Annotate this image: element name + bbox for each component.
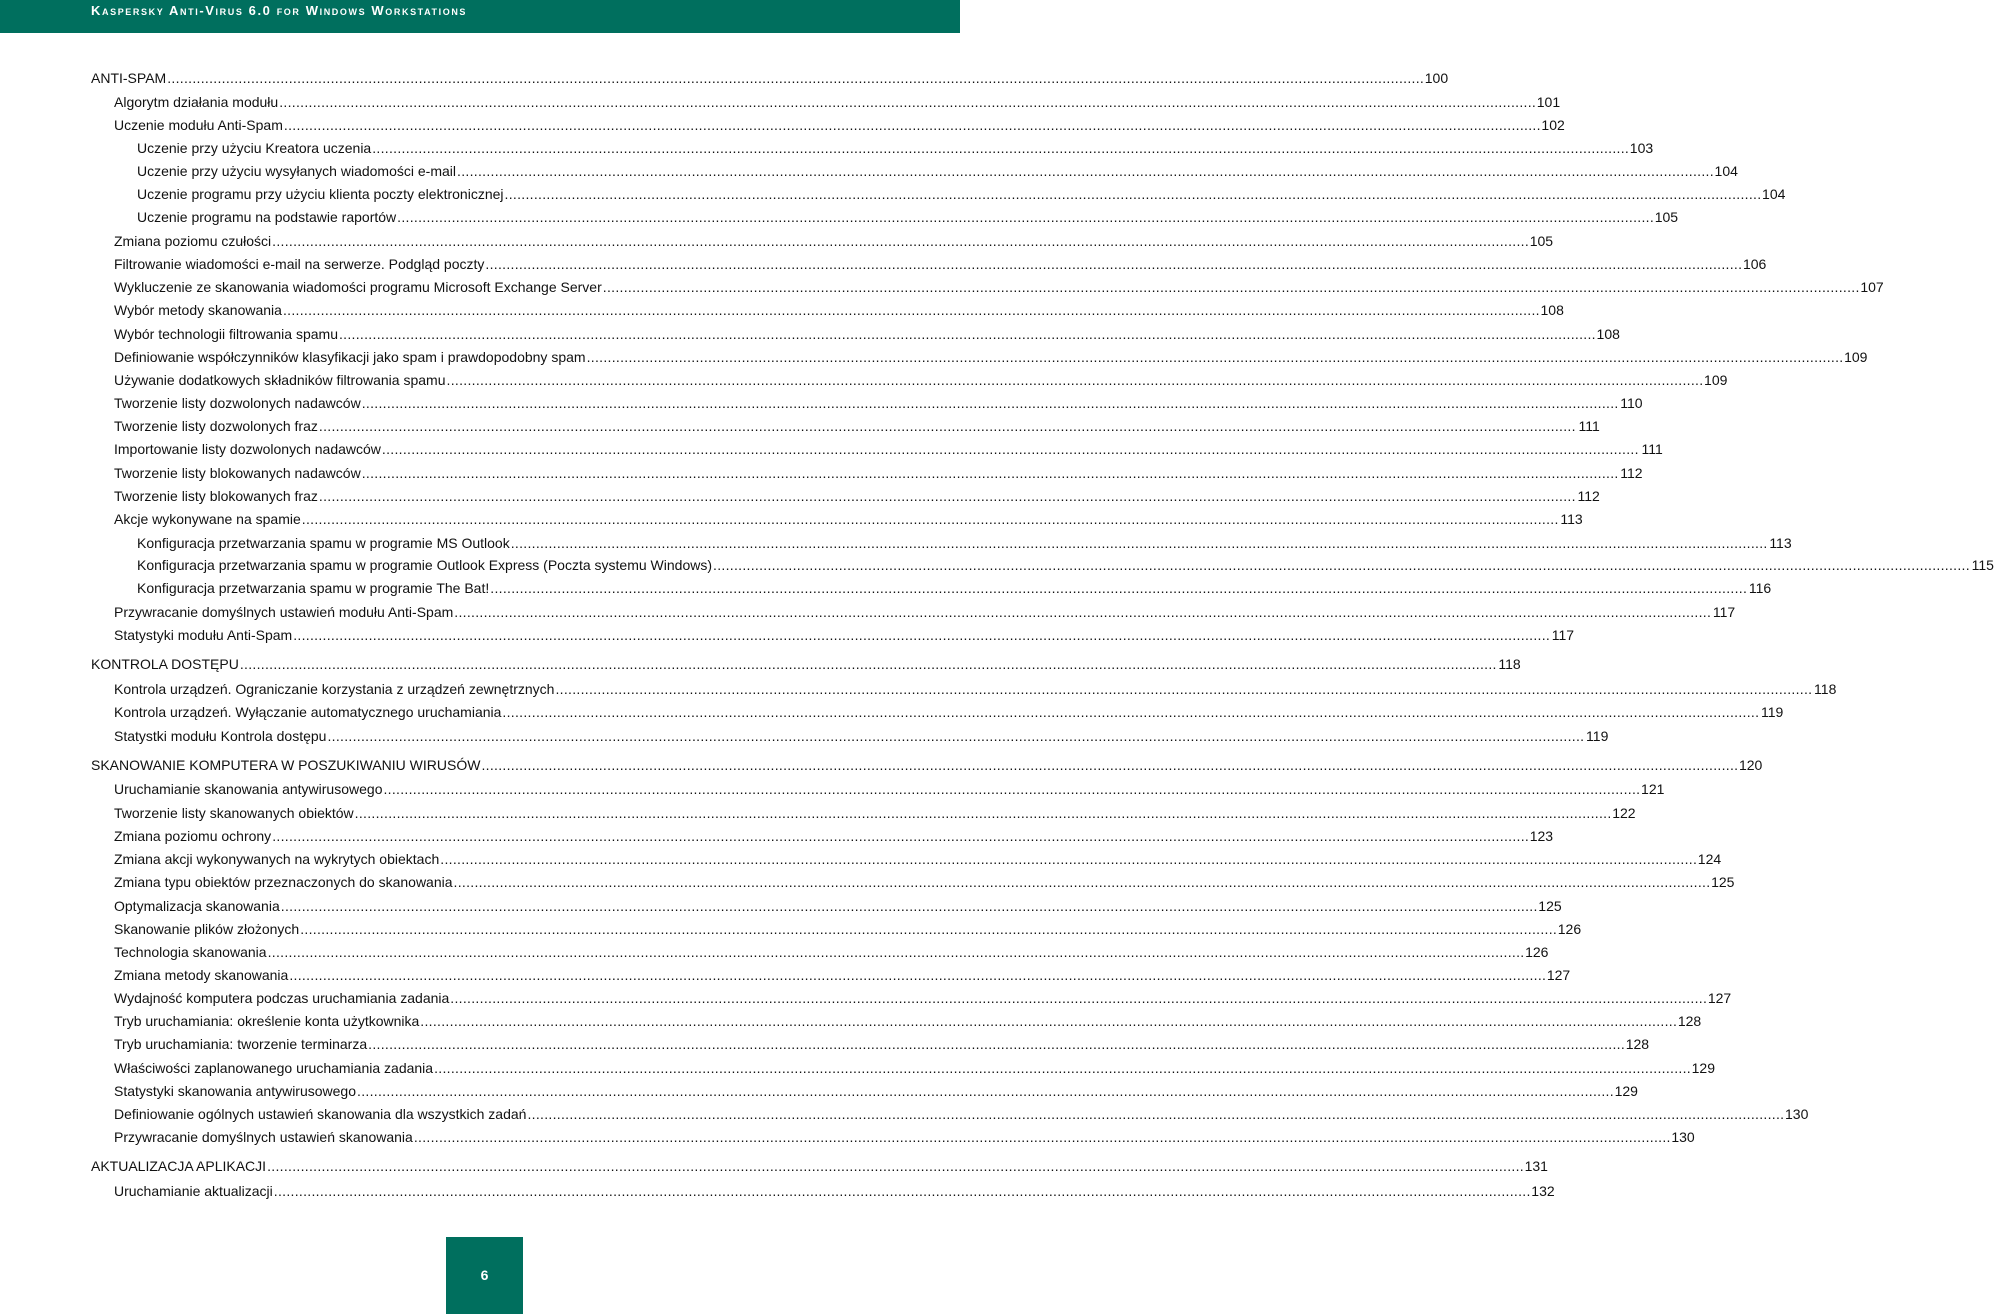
toc-leader-dots: ............................................................................................................................................................................................................................................................................................................ [327, 728, 1585, 744]
toc-entry[interactable] [114, 626, 1575, 644]
toc-entry[interactable] [114, 804, 1636, 822]
toc-leader-dots: ............................................................................................................................................................................................................................................................................................................ [450, 990, 1708, 1006]
toc-entry-title: SKANOWANIE KOMPUTERA W POSZUKIWANIU WIRUSÓW [91, 757, 481, 773]
toc-entry[interactable] [114, 1105, 1809, 1123]
toc-entry-title: Wybór metody skanowania [114, 302, 282, 318]
toc-entry-title: Przywracanie domyślnych ustawień modułu Anti-Spam [114, 604, 454, 620]
toc-entry-page: 130 [1671, 1129, 1695, 1145]
toc-leader-dots: ............................................................................................................................................................................................................................................................................................................ [280, 898, 1538, 914]
toc-entry[interactable] [137, 208, 1679, 226]
toc-entry[interactable] [114, 394, 1643, 412]
toc-entry[interactable] [114, 510, 1583, 528]
toc-leader-dots: ............................................................................................................................................................................................................................................................................................................ [555, 681, 1813, 697]
toc-entry-page: 129 [1691, 1060, 1715, 1076]
toc-leader-dots: ............................................................................................................................................................................................................................................................................................................ [457, 163, 1714, 179]
toc-entry-page: 101 [1536, 94, 1561, 110]
toc-entry-title: Statystki modułu Kontrola dostępu [114, 728, 327, 744]
toc-leader-dots: ............................................................................................................................................................................................................................................................................................................ [413, 1129, 1671, 1145]
toc-entry-title: Uczenie przy użyciu Kreatora uczenia [137, 140, 372, 156]
toc-entry-title: Tworzenie listy dozwolonych fraz [114, 418, 318, 434]
toc-leader-dots: ............................................................................................................................................................................................................................................................................................................ [273, 1183, 1531, 1199]
toc-leader-dots: ............................................................................................................................................................................................................................................................................................................ [504, 186, 1762, 202]
toc-entry-title: Tworzenie listy dozwolonych nadawców [114, 395, 361, 411]
toc-entry[interactable] [114, 487, 1600, 505]
toc-entry-page: 129 [1614, 1083, 1638, 1099]
toc-entry[interactable] [114, 966, 1571, 984]
toc-entry-page: 105 [1654, 209, 1679, 225]
toc-entry-title: KONTROLA DOSTĘPU [91, 656, 239, 672]
toc-entry-page: 119 [1761, 704, 1784, 720]
toc-entry[interactable] [114, 93, 1561, 111]
toc-entry-page: 118 [1498, 656, 1521, 672]
toc-entry-title: Kontrola urządzeń. Ograniczanie korzystania z urządzeń zewnętrznych [114, 681, 555, 697]
toc-entry[interactable] [114, 943, 1549, 961]
toc-leader-dots: ............................................................................................................................................................................................................................................................................................................ [368, 1036, 1626, 1052]
toc-entry[interactable] [114, 325, 1620, 343]
toc-entry-page: 121 [1641, 781, 1665, 797]
header-title: Kaspersky Anti-Virus 6.0 for Windows Workstations [91, 3, 468, 18]
toc-leader-dots: ............................................................................................................................................................................................................................................................................................................ [383, 781, 1641, 797]
toc-entry[interactable] [114, 989, 1732, 1007]
toc-entry-title: Uczenie programu przy użyciu klienta poczty elektronicznej [137, 186, 504, 202]
toc-entry-page: 104 [1762, 186, 1786, 202]
toc-entry-page: 128 [1625, 1036, 1650, 1052]
toc-entry[interactable] [114, 1035, 1650, 1053]
toc-leader-dots: ............................................................................................................................................................................................................................................................................................................ [267, 1158, 1524, 1174]
toc-entry-page: 111 [1578, 418, 1600, 434]
toc-leader-dots: ............................................................................................................................................................................................................................................................................................................ [167, 70, 1425, 86]
toc-leader-dots: ............................................................................................................................................................................................................................................................................................................ [372, 140, 1630, 156]
toc-entry[interactable] [114, 464, 1643, 482]
toc-entry-page: 125 [1538, 898, 1562, 914]
toc-entry-title: Wykluczenie ze skanowania wiadomości programu Microsoft Exchange Server [114, 279, 602, 295]
toc-leader-dots: ............................................................................................................................................................................................................................................................................................................ [301, 511, 1559, 527]
toc-entry-title: Uczenie przy użyciu wysyłanych wiadomości e-mail [137, 163, 456, 179]
toc-leader-dots: ............................................................................................................................................................................................................................................................................................................ [267, 944, 1525, 960]
toc-entry[interactable] [114, 1128, 1695, 1146]
toc-entry-title: Algorytm działania modułu [114, 94, 279, 110]
toc-entry-page: 132 [1531, 1183, 1555, 1199]
toc-leader-dots: ............................................................................................................................................................................................................................................................................................................ [397, 209, 1655, 225]
toc-entry[interactable] [114, 873, 1735, 891]
toc-leader-dots: ............................................................................................................................................................................................................................................................................................................ [338, 326, 1596, 342]
toc-entry-page: 115 [1971, 557, 1994, 573]
toc-leader-dots: ............................................................................................................................................................................................................................................................................................................ [354, 805, 1612, 821]
toc-entry-page: 117 [1551, 627, 1575, 643]
toc-entry-title: Przywracanie domyślnych ustawień skanowania [114, 1129, 413, 1145]
toc-entry-page: 122 [1612, 805, 1636, 821]
toc-entry-page: 123 [1529, 828, 1554, 844]
toc-entry[interactable] [91, 655, 1521, 673]
toc-entry[interactable] [114, 680, 1837, 698]
toc-entry-page: 109 [1704, 372, 1728, 388]
toc-entry-page: 120 [1738, 757, 1763, 773]
toc-entry-page: 127 [1707, 990, 1732, 1006]
toc-entry-page: 124 [1697, 851, 1722, 867]
toc-leader-dots: ............................................................................................................................................................................................................................................................................................................ [510, 535, 1768, 551]
toc-entry-page: 108 [1596, 326, 1620, 342]
toc-entry-title: Definiowanie ogólnych ustawień skanowania dla wszystkich zadań [114, 1106, 527, 1122]
toc-leader-dots: ............................................................................................................................................................................................................................................................................................................ [446, 372, 1704, 388]
toc-entry-title: AKTUALIZACJA APLIKACJI [91, 1158, 267, 1174]
toc-leader-dots: ............................................................................................................................................................................................................................................................................................................ [318, 418, 1576, 434]
toc-leader-dots: ............................................................................................................................................................................................................................................................................................................ [586, 349, 1844, 365]
toc-entry-title: Uruchamianie aktualizacji [114, 1183, 273, 1199]
toc-leader-dots: ............................................................................................................................................................................................................................................................................................................ [318, 488, 1576, 504]
toc-entry-title: Filtrowanie wiadomości e-mail na serwerze. Podgląd poczty [114, 256, 485, 272]
toc-entry[interactable] [114, 232, 1554, 250]
toc-entry-page: 100 [1424, 70, 1449, 86]
toc-entry-page: 128 [1677, 1013, 1702, 1029]
toc-entry-page: 103 [1629, 140, 1654, 156]
toc-entry-title: Tryb uruchamiania: określenie konta użytkownika [114, 1013, 420, 1029]
toc-leader-dots: ............................................................................................................................................................................................................................................................................................................ [454, 604, 1712, 620]
toc-entry[interactable] [114, 727, 1609, 745]
toc-entry-title: Uczenie programu na podstawie raportów [137, 209, 397, 225]
toc-entry-page: 102 [1541, 117, 1565, 133]
toc-entry[interactable] [114, 1012, 1702, 1030]
toc-leader-dots: ............................................................................................................................................................................................................................................................................................................ [272, 233, 1530, 249]
toc-leader-dots: ............................................................................................................................................................................................................................................................................................................ [357, 1083, 1614, 1099]
toc-leader-dots: ............................................................................................................................................................................................................................................................................................................ [289, 967, 1547, 983]
toc-entry-page: 110 [1620, 395, 1643, 411]
toc-entry-page: 111 [1641, 441, 1663, 457]
toc-entry[interactable] [91, 1157, 1548, 1175]
toc-leader-dots: ............................................................................................................................................................................................................................................................................................................ [434, 1060, 1691, 1076]
toc-entry-page: 108 [1540, 302, 1564, 318]
toc-leader-dots: ............................................................................................................................................................................................................................................................................................................ [381, 441, 1639, 457]
toc-entry-page: 131 [1524, 1158, 1548, 1174]
toc-entry-page: 104 [1714, 163, 1738, 179]
toc-leader-dots: ............................................................................................................................................................................................................................................................................................................ [481, 757, 1739, 773]
toc-entry-title: Skanowanie plików złożonych [114, 921, 300, 937]
toc-leader-dots: ............................................................................................................................................................................................................................................................................................................ [361, 465, 1619, 481]
toc-entry-title: Zmiana poziomu czułości [114, 233, 272, 249]
toc-entry[interactable] [137, 162, 1738, 180]
toc-entry-title: Technologia skanowania [114, 944, 267, 960]
toc-entry-title: Statystyki modułu Anti-Spam [114, 627, 293, 643]
toc-entry-title: Zmiana poziomu ochrony [114, 828, 272, 844]
toc-entry-title: Właściwości zaplanowanego uruchamiania zadania [114, 1060, 434, 1076]
toc-entry-title: Importowanie listy dozwolonych nadawców [114, 441, 381, 457]
toc-entry[interactable] [137, 579, 1772, 597]
toc-leader-dots: ............................................................................................................................................................................................................................................................................................................ [602, 279, 1860, 295]
toc-entry[interactable] [114, 417, 1600, 435]
toc-leader-dots: ............................................................................................................................................................................................................................................................................................................ [485, 256, 1743, 272]
toc-entry-page: 119 [1586, 728, 1609, 744]
toc-entry[interactable] [114, 603, 1736, 621]
toc-entry[interactable] [91, 69, 1449, 87]
toc-leader-dots: ............................................................................................................................................................................................................................................................................................................ [453, 874, 1711, 890]
toc-leader-dots: ............................................................................................................................................................................................................................................................................................................ [420, 1013, 1678, 1029]
toc-entry-title: Statystyki skanowania antywirusowego [114, 1083, 357, 1099]
toc-leader-dots: ............................................................................................................................................................................................................................................................................................................ [361, 395, 1619, 411]
toc-entry-page: 116 [1748, 580, 1772, 596]
toc-entry-title: ANTI-SPAM [91, 70, 167, 86]
toc-entry[interactable] [114, 278, 1884, 296]
toc-entry[interactable] [114, 1182, 1555, 1200]
toc-entry-title: Tworzenie listy blokowanych fraz [114, 488, 318, 504]
toc-leader-dots: ............................................................................................................................................................................................................................................................................................................ [282, 302, 1540, 318]
toc-entry-page: 105 [1529, 233, 1554, 249]
toc-leader-dots: ............................................................................................................................................................................................................................................................................................................ [490, 580, 1748, 596]
toc-entry-title: Konfiguracja przetwarzania spamu w programie The Bat! [137, 580, 490, 596]
toc-leader-dots: ............................................................................................................................................................................................................................................................................................................ [239, 656, 1497, 672]
toc-entry-page: 107 [1860, 279, 1884, 295]
toc-entry-page: 106 [1742, 256, 1767, 272]
toc-entry-page: 109 [1844, 349, 1868, 365]
page-number: 6 [480, 1267, 489, 1283]
toc-entry-page: 118 [1814, 681, 1837, 697]
toc-entry-page: 126 [1557, 921, 1582, 937]
toc-entry-page: 113 [1560, 511, 1583, 527]
toc-entry[interactable] [114, 301, 1564, 319]
page-number-tab [446, 1237, 523, 1314]
toc-entry[interactable] [114, 255, 1767, 273]
toc-entry[interactable] [114, 703, 1784, 721]
toc-entry-page: 125 [1711, 874, 1735, 890]
toc-entry-title: Uruchamianie skanowania antywirusowego [114, 781, 383, 797]
toc-entry[interactable] [137, 534, 1792, 552]
toc-entry-title: Tworzenie listy skanowanych obiektów [114, 805, 354, 821]
toc-entry-title: Zmiana typu obiektów przeznaczonych do skanowania [114, 874, 453, 890]
toc-entry-page: 117 [1712, 604, 1736, 620]
toc-entry-title: Definiowanie współczynników klasyfikacji jako spam i prawdopodobny spam [114, 349, 586, 365]
toc-entry-title: Konfiguracja przetwarzania spamu w programie Outlook Express (Poczta systemu Windows) [137, 557, 713, 573]
toc-entry[interactable] [137, 556, 1994, 574]
toc-entry-title: Wydajność komputera podczas uruchamiania zadania [114, 990, 450, 1006]
toc-entry[interactable] [114, 1082, 1638, 1100]
toc-leader-dots: ............................................................................................................................................................................................................................................................................................................ [527, 1106, 1785, 1122]
toc-entry-title: Optymalizacja skanowania [114, 898, 280, 914]
toc-entry-page: 113 [1769, 535, 1792, 551]
toc-leader-dots: ............................................................................................................................................................................................................................................................................................................ [300, 921, 1558, 937]
toc-entry[interactable] [114, 780, 1665, 798]
toc-entry-title: Używanie dodatkowych składników filtrowania spamu [114, 372, 446, 388]
toc-entry[interactable] [114, 371, 1728, 389]
toc-leader-dots: ............................................................................................................................................................................................................................................................................................................ [272, 828, 1530, 844]
toc-entry[interactable] [114, 348, 1868, 366]
toc-leader-dots: ............................................................................................................................................................................................................................................................................................................ [283, 117, 1541, 133]
toc-leader-dots: ............................................................................................................................................................................................................................................................................................................ [502, 704, 1760, 720]
toc-entry-title: Zmiana metody skanowania [114, 967, 289, 983]
toc-entry[interactable] [114, 1059, 1715, 1077]
toc-entry[interactable] [114, 920, 1582, 938]
toc-leader-dots: ............................................................................................................................................................................................................................................................................................................ [293, 627, 1551, 643]
toc-entry-title: Kontrola urządzeń. Wyłączanie automatycznego uruchamiania [114, 704, 502, 720]
toc-entry-title: Tworzenie listy blokowanych nadawców [114, 465, 361, 481]
toc-entry-page: 127 [1546, 967, 1571, 983]
toc-entry-title: Konfiguracja przetwarzania spamu w programie MS Outlook [137, 535, 510, 551]
toc-leader-dots: ............................................................................................................................................................................................................................................................................................................ [279, 94, 1537, 110]
toc-entry[interactable] [114, 897, 1562, 915]
toc-entry[interactable] [114, 116, 1565, 134]
toc-entry-title: Uczenie modułu Anti-Spam [114, 117, 283, 133]
toc-entry[interactable] [91, 756, 1763, 774]
toc-entry-title: Zmiana akcji wykonywanych na wykrytych obiektach [114, 851, 440, 867]
toc-entry[interactable] [137, 139, 1654, 157]
toc-entry[interactable] [114, 440, 1663, 458]
toc-entry-page: 112 [1620, 465, 1643, 481]
toc-leader-dots: ............................................................................................................................................................................................................................................................................................................ [713, 557, 1970, 573]
toc-entry-title: Tryb uruchamiania: tworzenie terminarza [114, 1036, 368, 1052]
toc-entry[interactable] [114, 850, 1722, 868]
toc-entry-page: 130 [1785, 1106, 1809, 1122]
toc-entry[interactable] [137, 185, 1786, 203]
toc-entry[interactable] [114, 827, 1554, 845]
toc-entry-title: Wybór technologii filtrowania spamu [114, 326, 338, 342]
toc-leader-dots: ............................................................................................................................................................................................................................................................................................................ [440, 851, 1698, 867]
toc-entry-page: 126 [1525, 944, 1549, 960]
toc-entry-page: 112 [1577, 488, 1600, 504]
toc-entry-title: Akcje wykonywane na spamie [114, 511, 301, 527]
